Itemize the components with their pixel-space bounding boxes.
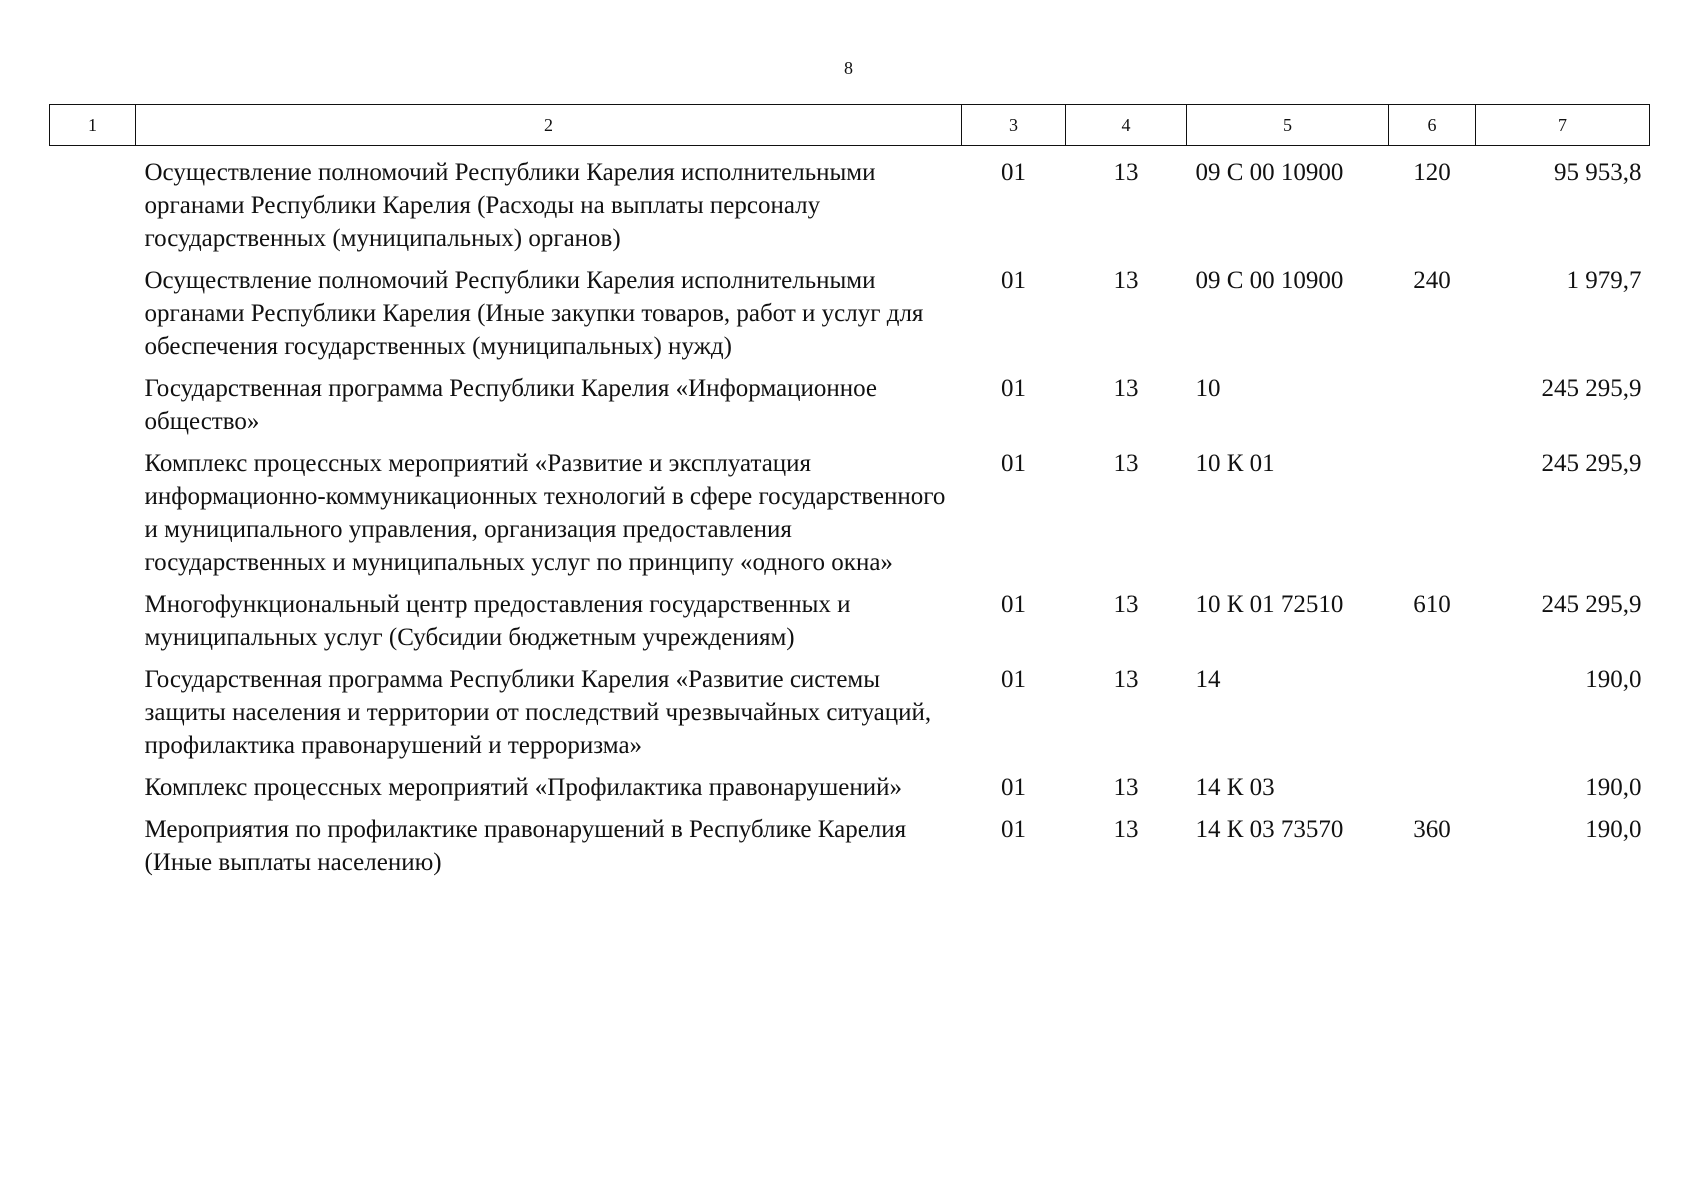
column-number-3: 3 bbox=[962, 105, 1066, 146]
cell-subsection: 13 bbox=[1113, 666, 1139, 693]
cell-section: 01 bbox=[1001, 666, 1026, 693]
cell-section: 01 bbox=[1001, 816, 1026, 843]
column-number-5: 5 bbox=[1187, 105, 1389, 146]
cell-target-article: 10 К 01 72510 bbox=[1195, 591, 1344, 618]
cell-blank bbox=[50, 447, 136, 588]
column-number-7: 7 bbox=[1476, 105, 1650, 146]
cell-expense-type: 360 bbox=[1413, 816, 1451, 843]
table-row bbox=[50, 663, 1650, 771]
cell-expense-name: Осуществление полномочий Республики Карелия исполнительными органами Республики Карелия (Расходы на выплаты персоналу государственных (муниципальных) органов) bbox=[144, 159, 876, 252]
cell-expense-type bbox=[1389, 372, 1476, 447]
cell-target-article: 09 С 00 10900 bbox=[1195, 267, 1344, 294]
cell-subsection: 13 bbox=[1113, 774, 1139, 801]
cell-target-article: 10 К 01 bbox=[1195, 450, 1275, 477]
table-row bbox=[50, 588, 1650, 663]
cell-expense-name: Государственная программа Республики Карелия «Развитие системы защиты населения и территории от последствий чрезвычайных ситуаций, профилактика правонарушений и терроризма» bbox=[144, 666, 932, 759]
cell-target-article: 14 К 03 73570 bbox=[1195, 816, 1344, 843]
cell-amount: 1 979,7 bbox=[1566, 267, 1642, 294]
cell-expense-name: Осуществление полномочий Республики Карелия исполнительными органами Республики Карелия (Иные закупки товаров, работ и услуг для обеспечения государственных (муниципальных) нужд) bbox=[144, 267, 924, 360]
cell-blank bbox=[50, 771, 136, 813]
cell-section: 01 bbox=[1001, 591, 1026, 618]
cell-amount: 190,0 bbox=[1585, 774, 1642, 801]
column-number-6: 6 bbox=[1389, 105, 1476, 146]
column-number-2: 2 bbox=[136, 105, 962, 146]
cell-blank bbox=[50, 146, 136, 265]
cell-section: 01 bbox=[1001, 159, 1026, 186]
cell-section: 01 bbox=[1001, 774, 1026, 801]
cell-amount: 190,0 bbox=[1585, 666, 1642, 693]
cell-blank bbox=[50, 372, 136, 447]
header-row bbox=[50, 105, 1650, 146]
cell-section: 01 bbox=[1001, 375, 1026, 402]
cell-blank bbox=[50, 588, 136, 663]
table-header bbox=[50, 105, 1650, 146]
table-row bbox=[50, 813, 1650, 888]
page-number: 8 bbox=[844, 58, 853, 78]
table-row bbox=[50, 447, 1650, 588]
cell-expense-name: Государственная программа Республики Карелия «Информационное общество» bbox=[144, 375, 878, 435]
cell-expense-type: 120 bbox=[1413, 159, 1451, 186]
cell-expense-type bbox=[1389, 447, 1476, 588]
cell-expense-name: Многофункциональный центр предоставления государственных и муниципальных услуг (Субсидии бюджетным учреждениям) bbox=[144, 591, 851, 651]
cell-amount: 95 953,8 bbox=[1554, 159, 1642, 186]
cell-blank bbox=[50, 813, 136, 888]
table-row bbox=[50, 264, 1650, 372]
cell-expense-name: Комплекс процессных мероприятий «Развитие и эксплуатация информационно-коммуникационных технологий в сфере государственного и муниципального управления, организация предоставления государственных и муниципальных услуг по принципу «одного окна» bbox=[144, 450, 946, 576]
cell-subsection: 13 bbox=[1113, 375, 1139, 402]
budget-table bbox=[49, 104, 1650, 888]
cell-section: 01 bbox=[1001, 450, 1026, 477]
cell-expense-name: Мероприятия по профилактике правонарушений в Республике Карелия (Иные выплаты населению) bbox=[144, 816, 907, 876]
cell-expense-type bbox=[1389, 663, 1476, 771]
cell-target-article: 10 bbox=[1195, 375, 1221, 402]
table-row bbox=[50, 771, 1650, 813]
cell-expense-type: 610 bbox=[1413, 591, 1451, 618]
cell-target-article: 14 К 03 bbox=[1195, 774, 1275, 801]
cell-section: 01 bbox=[1001, 267, 1026, 294]
column-number-4: 4 bbox=[1066, 105, 1187, 146]
cell-subsection: 13 bbox=[1113, 450, 1139, 477]
cell-blank bbox=[50, 264, 136, 372]
cell-amount: 245 295,9 bbox=[1541, 375, 1642, 402]
cell-expense-type bbox=[1389, 771, 1476, 813]
cell-subsection: 13 bbox=[1113, 591, 1139, 618]
cell-subsection: 13 bbox=[1113, 159, 1139, 186]
cell-expense-name: Комплекс процессных мероприятий «Профилактика правонарушений» bbox=[144, 774, 902, 801]
column-number-1: 1 bbox=[50, 105, 136, 146]
table-row bbox=[50, 372, 1650, 447]
cell-amount: 190,0 bbox=[1585, 816, 1642, 843]
table-body bbox=[50, 146, 1650, 889]
cell-amount: 245 295,9 bbox=[1541, 450, 1642, 477]
cell-amount: 245 295,9 bbox=[1541, 591, 1642, 618]
cell-target-article: 14 bbox=[1195, 666, 1221, 693]
cell-blank bbox=[50, 663, 136, 771]
cell-subsection: 13 bbox=[1113, 816, 1139, 843]
table-row bbox=[50, 146, 1650, 265]
cell-expense-type: 240 bbox=[1413, 267, 1451, 294]
cell-target-article: 09 С 00 10900 bbox=[1195, 159, 1344, 186]
cell-subsection: 13 bbox=[1113, 267, 1139, 294]
